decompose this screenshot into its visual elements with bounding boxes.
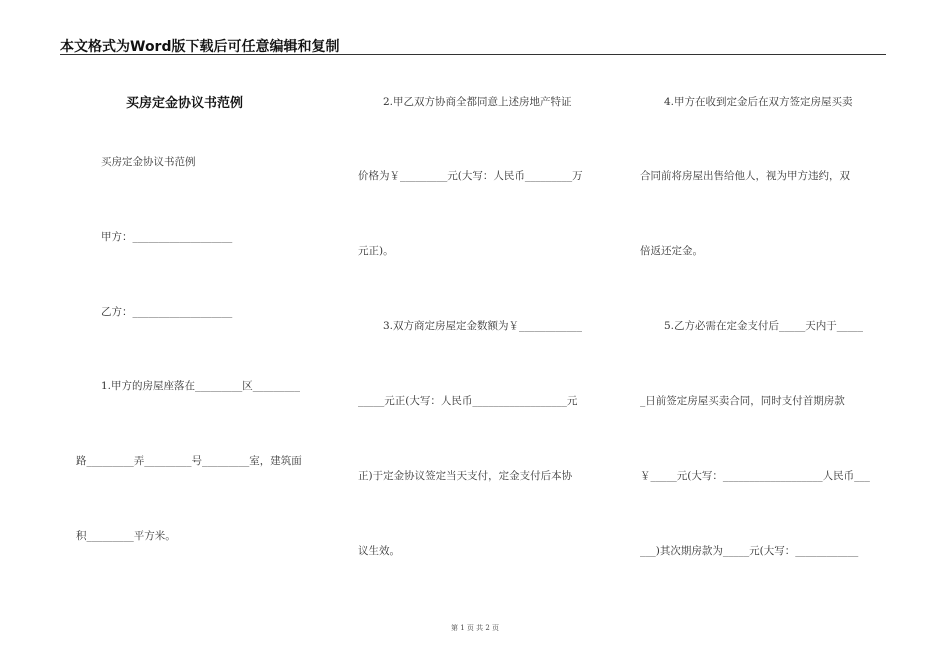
col1-line-4: 1.甲方的房屋座落在_________区_________ <box>101 380 301 392</box>
document-banner: 本文格式为Word版下载后可任意编辑和复制 <box>60 39 340 55</box>
document-title: 买房定金协议书范例 <box>126 96 244 111</box>
party-b-line: 乙方：___________________ <box>101 306 233 318</box>
col2-line-6: 正)于定金协议签定当天支付，定金支付后本协 <box>358 470 573 482</box>
col1-line-5: 路_________弄_________号_________室，建筑面 <box>76 455 302 467</box>
col2-line-1: 2.甲乙双方协商全都同意上述房地产特证 <box>383 96 572 108</box>
col2-line-5: _____元正(大写：人民币__________________元 <box>358 395 578 407</box>
col3-line-5: _日前签定房屋买卖合同，同时支付首期房款 <box>640 395 845 407</box>
col2-line-2: 价格为￥_________元(大写：人民币_________万 <box>358 170 583 182</box>
col3-line-6: ￥_____元(大写：___________________人民币___ <box>640 470 870 482</box>
col3-line-3: 倍返还定金。 <box>640 245 703 257</box>
col3-line-4: 5.乙方必需在定金支付后_____天内于_____ <box>664 320 864 332</box>
col3-line-1: 4.甲方在收到定金后在双方签定房屋买卖 <box>664 96 853 108</box>
col1-line-1: 买房定金协议书范例 <box>101 156 196 168</box>
party-a-line: 甲方：___________________ <box>101 231 233 243</box>
col2-line-4: 3.双方商定房屋定金数额为￥____________ <box>383 320 583 332</box>
col1-line-6: 积_________平方米。 <box>76 530 176 542</box>
header-divider <box>60 54 886 55</box>
col2-line-7: 议生效。 <box>358 545 400 557</box>
col3-line-2: 合同前将房屋出售给他人，视为甲方违约，双 <box>640 170 850 182</box>
col2-line-3: 元正)。 <box>358 245 394 257</box>
page-number: 第 1 页 共 2 页 <box>450 624 500 632</box>
col3-line-7: ___)其次期房款为_____元(大写：____________ <box>640 545 859 557</box>
